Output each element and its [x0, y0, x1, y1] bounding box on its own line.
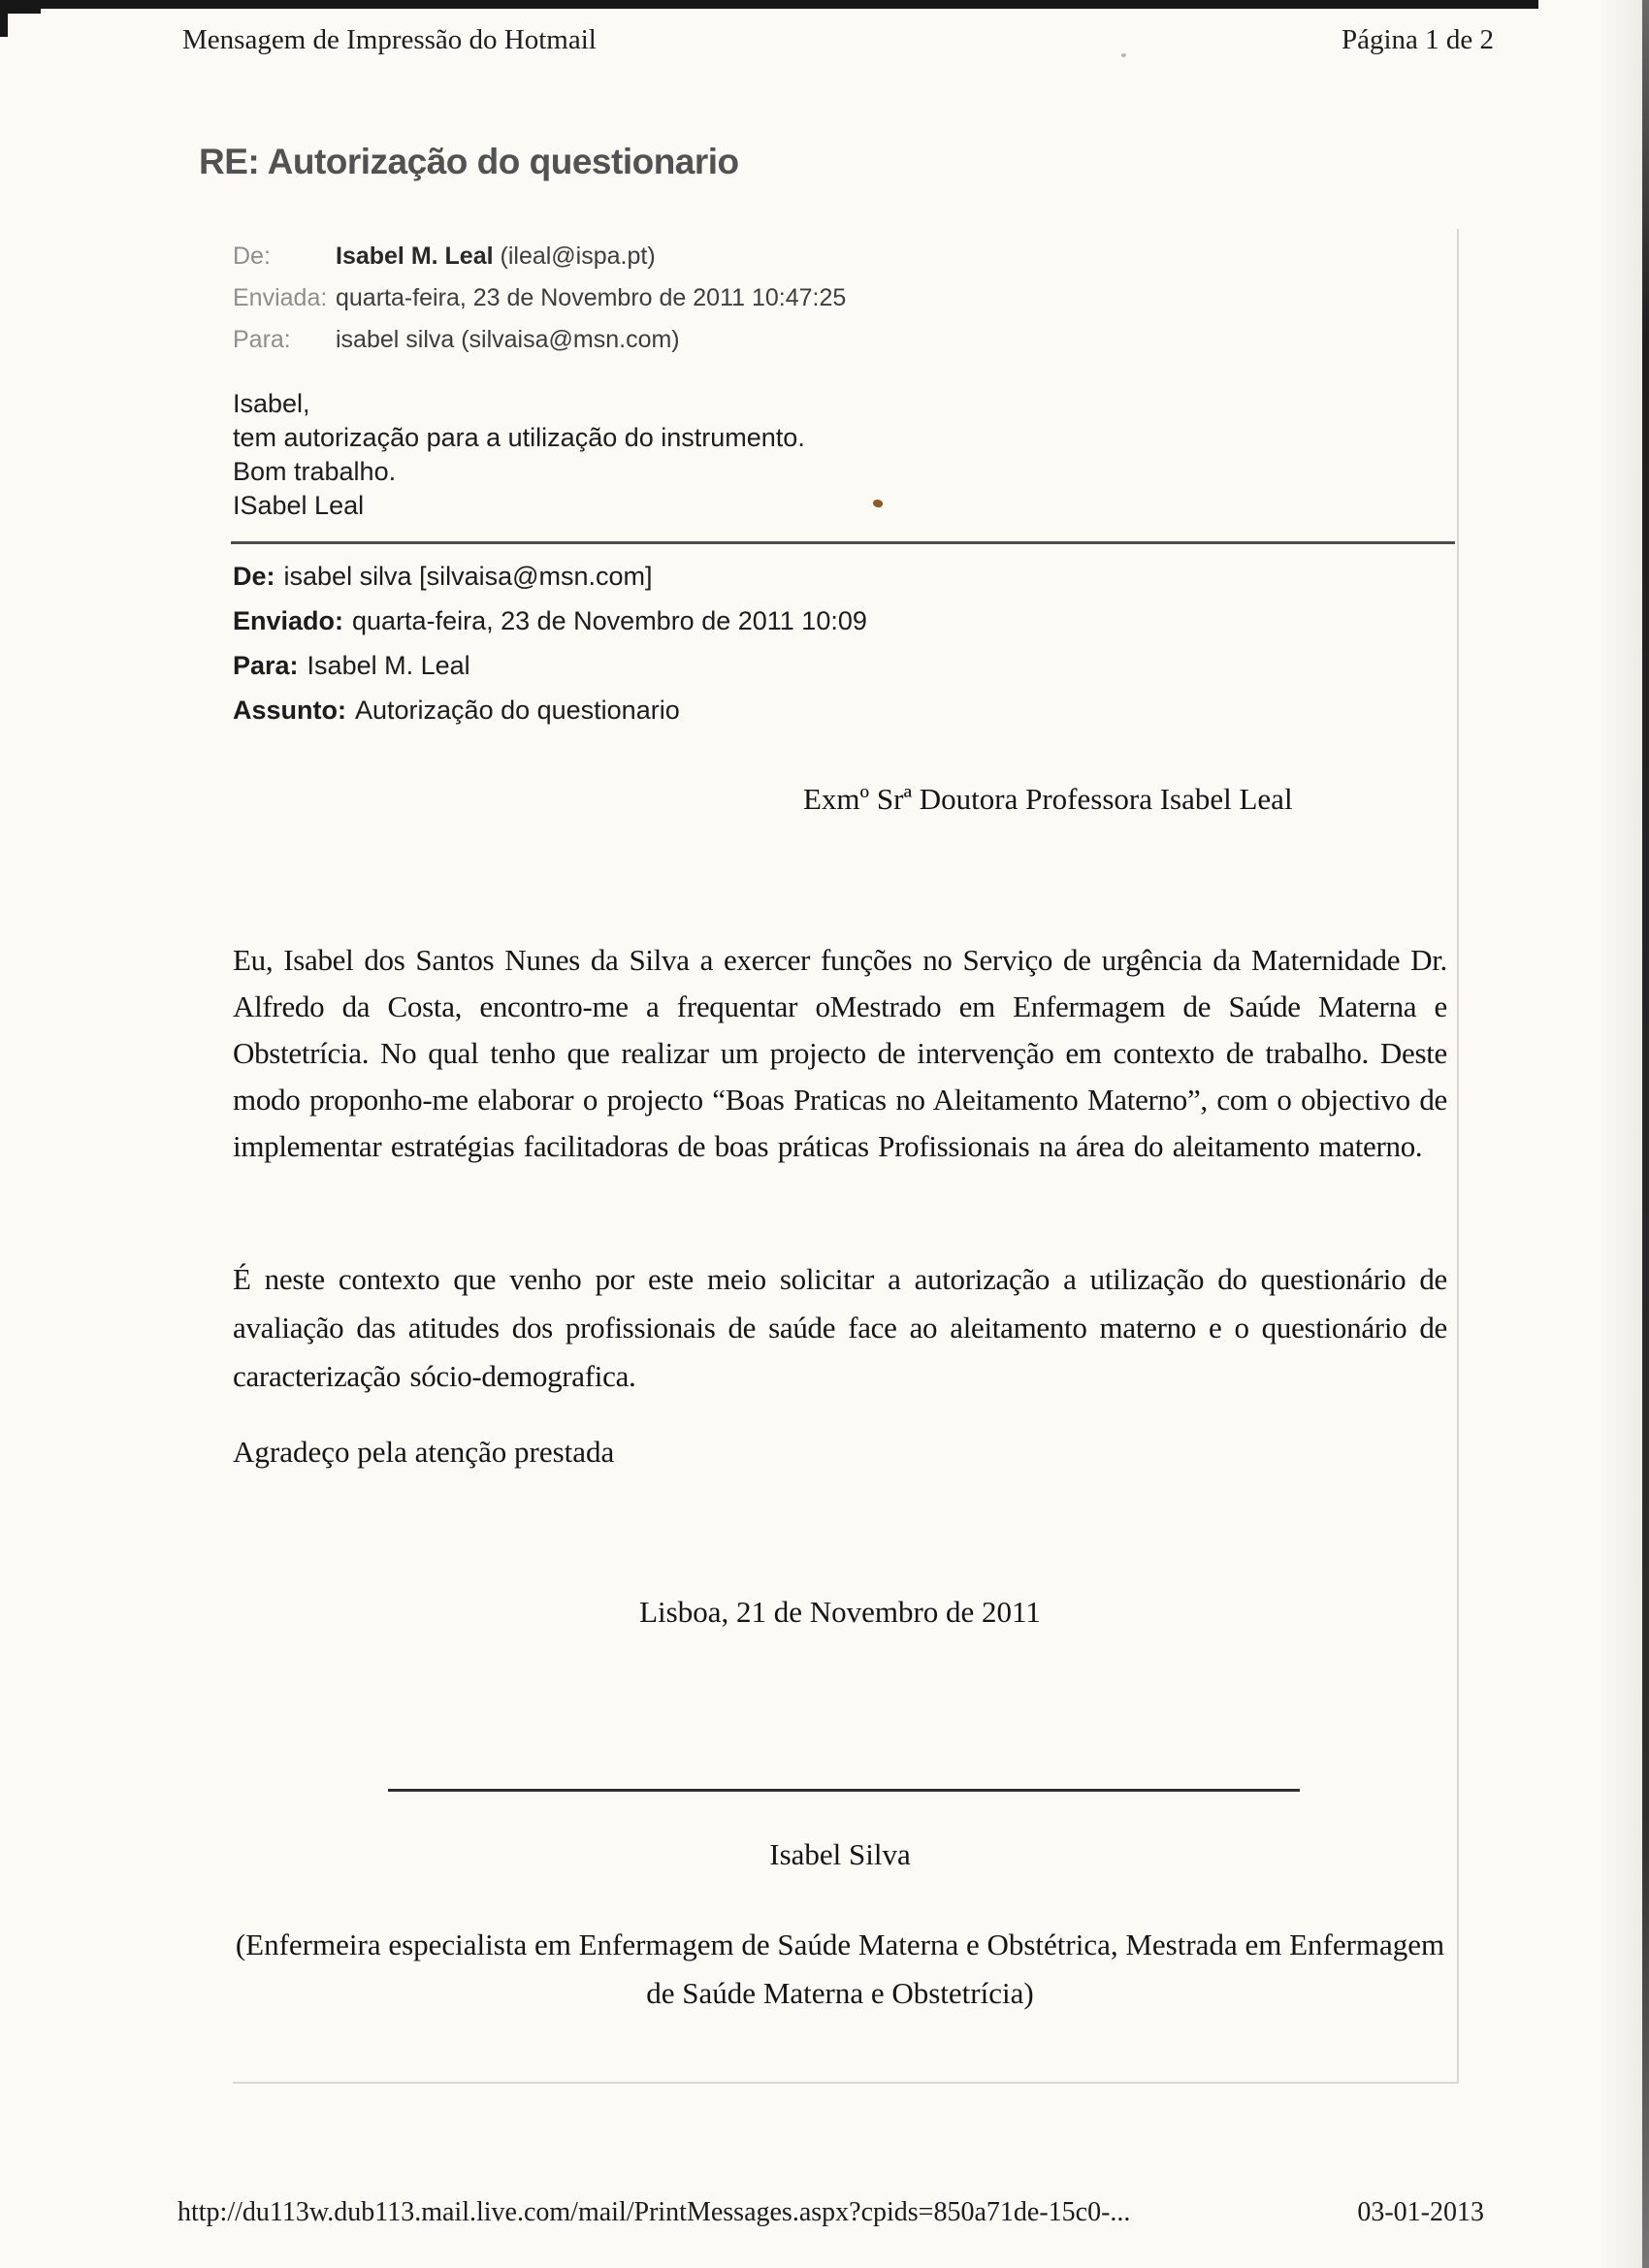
quoted-headers-block: [233, 554, 1436, 732]
meta-value-sent: quarta-feira, 23 de Novembro de 2011 10:47:25: [336, 284, 847, 311]
reply-line: Bom trabalho.: [233, 457, 397, 486]
quoted-value-from: isabel silva [silvaisa@msn.com]: [283, 562, 653, 591]
letter-salutation: Exmº Srª Doutora Professora Isabel Leal: [803, 782, 1293, 816]
email-table-right-border: [1457, 229, 1459, 2083]
quoted-value-to: Isabel M. Leal: [307, 651, 470, 680]
meta-row-to: [233, 324, 1436, 355]
quoted-message-divider: [231, 541, 1455, 544]
letter-paragraph-2: É neste contexto que venho por este meio solicitar a autorização a utilização do questionário de avaliação das atitudes dos profissionais de saúde face ao aleitamento materno e o questionário de caracterização sócio-demografica.: [233, 1262, 1447, 1393]
reply-line: tem autorização para a utilização do instrumento.: [233, 423, 805, 452]
meta-label-to: Para:: [233, 326, 291, 353]
quoted-value-sent: quarta-feira, 23 de Novembro de 2011 10:09: [352, 606, 867, 635]
quoted-row-sent: [233, 599, 1436, 643]
print-page-number: Página 1 de 2: [1341, 24, 1494, 55]
scan-right-edge-artifact: [1642, 0, 1649, 2268]
email-subject: RE: Autorização do questionario: [199, 142, 739, 181]
quoted-row-to: [233, 643, 1436, 688]
scan-left-edge-artifact: [0, 0, 8, 37]
reply-line: ISabel Leal: [233, 491, 365, 520]
reply-body: [233, 387, 1436, 523]
print-page-footer: [178, 2196, 1484, 2229]
quoted-label-sent: Enviado:: [233, 606, 344, 635]
scan-top-edge-artifact: [8, 0, 1538, 9]
scan-right-shading: [1598, 0, 1642, 2268]
signature-title: (Enfermeira especialista em Enfermagem de Saúde Materna e Obstétrica, Mestrada em Enfermagem de Saúde Materna e Obstetrícia): [235, 1928, 1445, 2010]
letter-thanks: Agradeço pela atenção prestada: [233, 1435, 615, 1469]
quoted-label-from: De:: [233, 562, 275, 591]
quoted-row-subject: [233, 688, 1436, 732]
meta-row-from: [233, 241, 1436, 272]
meta-value-from: [336, 241, 1436, 272]
signature-name: Isabel Silva: [769, 1837, 911, 1871]
sender-name: Isabel M. Leal: [336, 243, 494, 270]
letter-dateline: Lisboa, 21 de Novembro de 2011: [639, 1595, 1041, 1629]
reply-line: Isabel,: [233, 389, 310, 418]
print-header-title: Mensagem de Impressão do Hotmail: [182, 24, 597, 55]
print-page-header: [182, 23, 1494, 56]
meta-label-sent: Enviada:: [233, 284, 328, 311]
letter-paragraph-1: Eu, Isabel dos Santos Nunes da Silva a exercer funções no Serviço de urgência da Maternidade Dr. Alfredo da Costa, encontro-me a frequentar oMestrado em Enfermagem de Saúde Materna e Obstetrícia. No qual tenho que realizar um projecto de intervenção em contexto de trabalho. Deste modo proponho-me elaborar o projecto “Boas Praticas no Aleitamento Materno”, com o objectivo de implementar estratégias facilitadoras de boas práticas Profissionais na área do aleitamento materno.: [233, 943, 1447, 1163]
email-meta-block: [233, 241, 1436, 366]
meta-row-sent: [233, 282, 1436, 313]
quoted-label-to: Para:: [233, 651, 299, 680]
print-footer-date: 03-01-2013: [1357, 2197, 1484, 2227]
print-footer-url: http://du113w.dub113.mail.live.com/mail/PrintMessages.aspx?cpids=850a71de-15c0-...: [178, 2197, 1131, 2227]
sender-email: (ileal@ispa.pt): [493, 243, 656, 270]
quoted-row-from: [233, 554, 1436, 599]
signature-line: [388, 1789, 1300, 1792]
email-table-bottom-border: [233, 2082, 1459, 2084]
quoted-label-subject: Assunto:: [233, 696, 346, 725]
quoted-value-subject: Autorização do questionario: [355, 696, 680, 725]
meta-value-to: isabel silva (silvaisa@msn.com): [336, 326, 680, 353]
meta-label-from: De:: [233, 243, 271, 270]
